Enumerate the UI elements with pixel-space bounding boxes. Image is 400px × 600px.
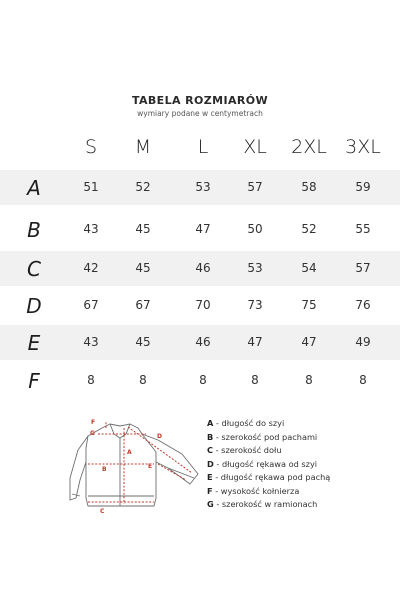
row-letter: E	[27, 331, 41, 355]
row-value: 73	[247, 298, 263, 312]
legend-text: - długość do szyi	[213, 418, 285, 428]
row-value: 52	[135, 180, 151, 194]
size-row-f	[0, 363, 400, 398]
size-row-d	[0, 288, 400, 323]
size-row-c	[0, 251, 400, 286]
diagram-label: D	[157, 433, 162, 440]
row-value: 47	[195, 222, 211, 236]
legend-text: - szerokość w ramionach	[213, 499, 318, 509]
row-value: 54	[301, 261, 317, 275]
row-value: 75	[301, 298, 317, 312]
row-value: 55	[355, 222, 371, 236]
size-row-e	[0, 325, 400, 360]
row-value: 45	[135, 335, 151, 349]
row-value: 8	[139, 373, 147, 387]
size-header	[0, 136, 400, 160]
row-value: 57	[247, 180, 263, 194]
size-header-label: 3XL	[345, 136, 381, 158]
row-value: 50	[247, 222, 263, 236]
row-value: 67	[135, 298, 151, 312]
row-value: 42	[83, 261, 99, 275]
legend-key: F	[207, 485, 213, 496]
diagram-label: C	[100, 508, 105, 515]
legend-text: - szerokość dołu	[213, 445, 282, 455]
legend-text: - długość rękawa od szyi	[213, 458, 318, 469]
row-value: 58	[301, 180, 317, 194]
legend-key: G	[207, 499, 214, 509]
measure-lines	[88, 422, 192, 504]
row-letter: A	[27, 176, 41, 200]
row-value: 59	[355, 180, 371, 194]
row-value: 45	[135, 222, 151, 236]
row-value: 49	[355, 335, 371, 349]
diagram-label: A	[127, 449, 132, 456]
diagram-label: B	[102, 466, 107, 473]
legend-item	[207, 459, 397, 473]
legend-item	[207, 445, 397, 459]
size-header-label: S	[84, 136, 98, 158]
size-header-label: M	[134, 136, 152, 158]
row-value: 76	[355, 298, 371, 312]
row-value: 57	[355, 261, 371, 275]
row-value: 8	[305, 373, 313, 387]
measurement-legend	[207, 418, 397, 513]
legend-item	[207, 486, 397, 500]
row-value: 67	[83, 298, 99, 312]
row-value: 45	[135, 261, 151, 275]
size-header-label: 2XL	[291, 136, 327, 158]
legend-item	[207, 432, 397, 446]
row-value: 46	[195, 261, 211, 275]
row-value: 8	[87, 373, 95, 387]
row-value: 51	[83, 180, 99, 194]
table-subtitle: wymiary podane w centymetrach	[137, 109, 263, 118]
legend-key: D	[207, 458, 214, 469]
legend-text: - wysokość kołnierza	[212, 485, 300, 496]
row-value: 47	[301, 335, 317, 349]
legend-key: C	[207, 445, 214, 455]
legend-key: E	[207, 472, 213, 482]
row-value: 53	[247, 261, 263, 275]
row-value: 70	[195, 298, 211, 312]
legend-item	[207, 499, 397, 513]
diagram-label: F	[91, 419, 96, 426]
jacket-diagram	[62, 418, 202, 518]
size-header-label: XL	[243, 136, 267, 158]
row-value: 52	[301, 222, 317, 236]
legend-text: - szerokość pod pachami	[213, 431, 318, 442]
row-value: 43	[83, 335, 99, 349]
row-value: 8	[251, 373, 259, 387]
table-title: TABELA ROZMIARÓW	[131, 94, 269, 107]
row-value: 47	[247, 335, 263, 349]
size-row-a	[0, 170, 400, 205]
legend-text: - długość rękawa pod pachą	[212, 472, 331, 482]
diagram-label: E	[148, 463, 153, 470]
legend-item	[207, 472, 397, 486]
row-value: 46	[195, 335, 211, 349]
diagram-label: G	[90, 430, 95, 437]
row-value: 8	[199, 373, 207, 387]
row-letter: C	[27, 257, 41, 281]
size-header-label: L	[197, 136, 209, 158]
legend-item	[207, 418, 397, 432]
size-row-b	[0, 212, 400, 247]
legend-key: B	[207, 431, 214, 442]
row-letter: D	[26, 294, 42, 318]
row-value: 53	[195, 180, 211, 194]
legend-key: A	[207, 418, 214, 428]
row-letter: F	[28, 369, 40, 393]
row-letter: B	[27, 218, 41, 242]
row-value: 43	[83, 222, 99, 236]
row-value: 8	[359, 373, 367, 387]
